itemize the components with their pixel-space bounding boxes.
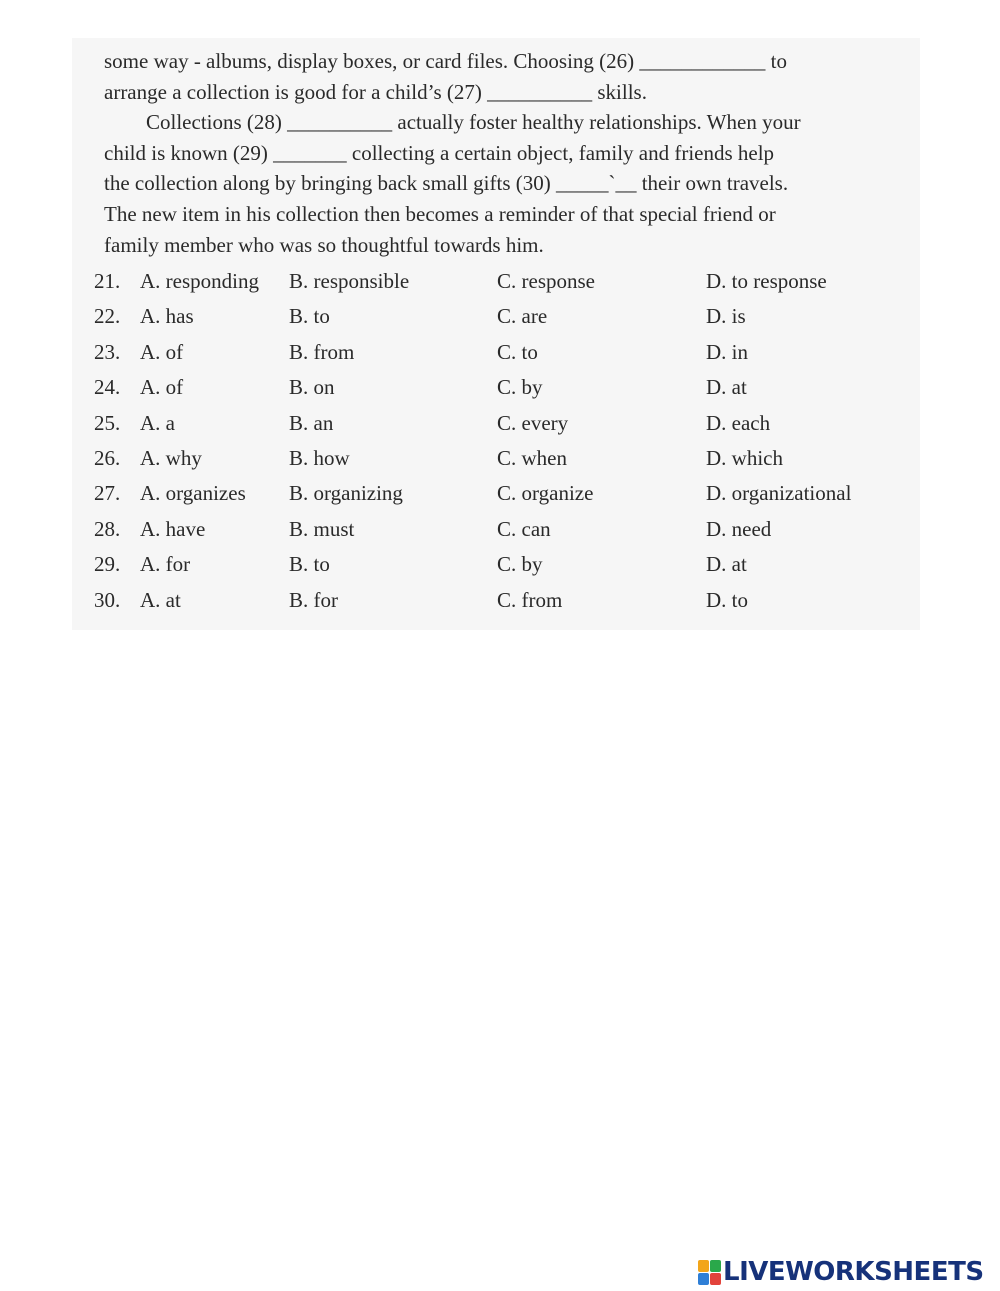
answer-options — [94, 265, 914, 619]
passage-line: some way - albums, display boxes, or card files. Choosing (26) ____________ to — [104, 49, 787, 73]
option-c: C. from — [497, 587, 563, 612]
logo-square — [710, 1273, 721, 1285]
option-b: B. must — [289, 516, 355, 541]
option-c: C. are — [497, 304, 548, 329]
question-row-23 — [94, 336, 914, 371]
question-number: 25. — [94, 410, 121, 435]
question-number: 22. — [94, 304, 121, 329]
question-row-21 — [94, 265, 914, 300]
option-c: C. by — [497, 375, 543, 400]
option-a: A. a — [140, 410, 175, 435]
option-a: A. for — [140, 552, 191, 577]
option-b: B. how — [289, 445, 350, 470]
option-d: D. which — [706, 445, 783, 470]
option-c: C. can — [497, 516, 551, 541]
passage-line: The new item in his collection then becomes a reminder of that special friend or — [104, 201, 776, 226]
question-number: 23. — [94, 339, 121, 364]
option-b: B. responsible — [289, 269, 410, 293]
option-d: D. each — [706, 410, 771, 435]
option-c: C. by — [497, 552, 543, 577]
option-b: B. for — [289, 587, 338, 612]
reading-passage — [104, 46, 904, 260]
option-c: C. organize — [497, 481, 594, 506]
question-number: 30. — [94, 587, 121, 612]
passage-line: arrange a collection is good for a child’s (27) __________ skills. — [104, 79, 647, 104]
option-a: A. organizes — [140, 481, 246, 506]
passage-line: the collection along by bringing back small gifts (30) _____`__ their own travels. — [104, 171, 789, 196]
question-row-24 — [94, 371, 914, 406]
option-b: B. on — [289, 375, 335, 400]
question-number: 24. — [94, 375, 121, 400]
passage-line: child is known (29) _______ collecting a certain object, family and friends help — [104, 140, 775, 165]
question-number: 28. — [94, 516, 121, 541]
option-d: D. need — [706, 516, 772, 541]
liveworksheets-logo[interactable] — [698, 1257, 984, 1287]
option-d: D. to — [706, 587, 748, 612]
option-a: A. why — [140, 445, 202, 470]
option-d: D. in — [706, 339, 748, 364]
option-b: B. to — [289, 552, 330, 577]
question-row-28 — [94, 513, 914, 548]
question-number: 27. — [94, 481, 121, 506]
option-c: C. every — [497, 410, 569, 435]
question-row-30 — [94, 584, 914, 619]
option-b: B. organizing — [289, 481, 403, 506]
question-row-26 — [94, 442, 914, 477]
logo-square — [698, 1273, 709, 1285]
option-a: A. has — [140, 304, 194, 329]
option-a: A. of — [140, 375, 184, 400]
option-d: D. at — [706, 552, 747, 577]
liveworksheets-logo-icon — [698, 1260, 720, 1284]
option-b: B. from — [289, 339, 355, 364]
option-b: B. an — [289, 410, 334, 435]
logo-square — [698, 1260, 709, 1272]
question-number: 21. — [94, 269, 121, 293]
passage-line: family member who was so thoughtful towards him. — [104, 232, 544, 257]
option-a: A. of — [140, 339, 184, 364]
passage-line: Collections (28) __________ actually foster healthy relationships. When your — [146, 110, 801, 135]
option-d: D. to response — [706, 269, 827, 293]
option-c: C. response — [497, 269, 595, 293]
option-c: C. when — [497, 445, 567, 470]
logo-square — [710, 1260, 721, 1272]
option-d: D. is — [706, 304, 746, 329]
question-number: 29. — [94, 552, 121, 577]
option-b: B. to — [289, 304, 330, 329]
question-row-29 — [94, 548, 914, 583]
question-row-25 — [94, 407, 914, 442]
option-d: D. organizational — [706, 481, 852, 506]
logo-text: LIVEWORKSHEETS — [723, 1257, 984, 1287]
option-a: A. at — [140, 587, 181, 612]
question-number: 26. — [94, 445, 121, 470]
option-a: A. responding — [140, 269, 259, 293]
option-a: A. have — [140, 516, 206, 541]
option-c: C. to — [497, 339, 538, 364]
question-row-27 — [94, 477, 914, 512]
scanned-exercise — [72, 38, 920, 630]
option-d: D. at — [706, 375, 747, 400]
question-row-22 — [94, 300, 914, 335]
